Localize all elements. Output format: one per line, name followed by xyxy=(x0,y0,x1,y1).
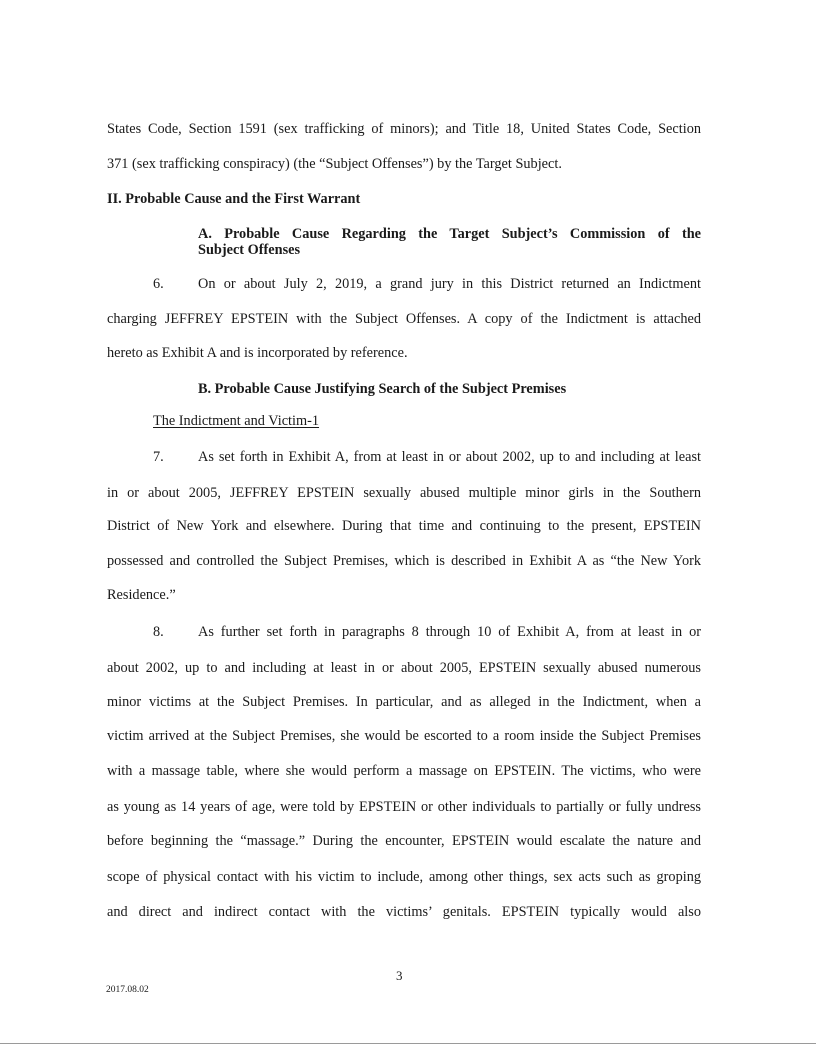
paragraph-number: 7. xyxy=(153,449,164,465)
subsection-heading-b: B. Probable Cause Justifying Search of the Subject Premises xyxy=(198,381,567,397)
page-number: 3 xyxy=(396,968,403,983)
body-line: hereto as Exhibit A and is incorporated by reference. xyxy=(107,345,408,361)
section-heading: II. Probable Cause and the First Warrant xyxy=(107,191,361,207)
subheading-indictment: The Indictment and Victim-1 xyxy=(153,413,320,429)
subsection-heading-a-line1: A. Probable Cause Regarding the Target Subject’s Commission of the xyxy=(198,226,701,242)
body-line: as young as 14 years of age, were told by EPSTEIN or other individuals to partially or fully undress xyxy=(107,799,701,815)
body-line: On or about July 2, 2019, a grand jury in this District returned an Indictment xyxy=(198,276,701,292)
body-line: As further set forth in paragraphs 8 through 10 of Exhibit A, from at least in or xyxy=(198,624,701,640)
body-line: and direct and indirect contact with the victims’ genitals. EPSTEIN typically would also xyxy=(107,904,701,920)
body-line: in or about 2005, JEFFREY EPSTEIN sexually abused multiple minor girls in the Southern xyxy=(107,485,701,501)
body-line: minor victims at the Subject Premises. In particular, and as alleged in the Indictment, when a xyxy=(107,694,701,710)
subsection-heading-a-line2: Subject Offenses xyxy=(198,242,301,258)
footer-code: 2017.08.02 xyxy=(106,985,149,995)
paragraph-number: 8. xyxy=(153,624,164,640)
scan-edge-line xyxy=(0,1043,816,1044)
body-line: with a massage table, where she would perform a massage on EPSTEIN. The victims, who were xyxy=(107,763,701,779)
body-line: charging JEFFREY EPSTEIN with the Subject Offenses. A copy of the Indictment is attached xyxy=(107,311,701,327)
body-line: 371 (sex trafficking conspiracy) (the “Subject Offenses”) by the Target Subject. xyxy=(107,156,562,172)
body-line: possessed and controlled the Subject Premises, which is described in Exhibit A as “the New York xyxy=(107,553,701,569)
body-line: victim arrived at the Subject Premises, she would be escorted to a room inside the Subject Premises xyxy=(107,728,701,744)
body-line: before beginning the “massage.” During the encounter, EPSTEIN would escalate the nature and xyxy=(107,833,701,849)
paragraph-number: 6. xyxy=(153,276,164,292)
body-line: about 2002, up to and including at least in or about 2005, EPSTEIN sexually abused numerous xyxy=(107,660,701,676)
body-line: As set forth in Exhibit A, from at least in or about 2002, up to and including at least xyxy=(198,449,701,465)
body-line: Residence.” xyxy=(107,587,176,603)
body-line: District of New York and elsewhere. During that time and continuing to the present, EPSTEIN xyxy=(107,518,701,534)
body-line: scope of physical contact with his victim to include, among other things, sex acts such as groping xyxy=(107,869,701,885)
body-line: States Code, Section 1591 (sex trafficking of minors); and Title 18, United States Code, Section xyxy=(107,121,701,137)
